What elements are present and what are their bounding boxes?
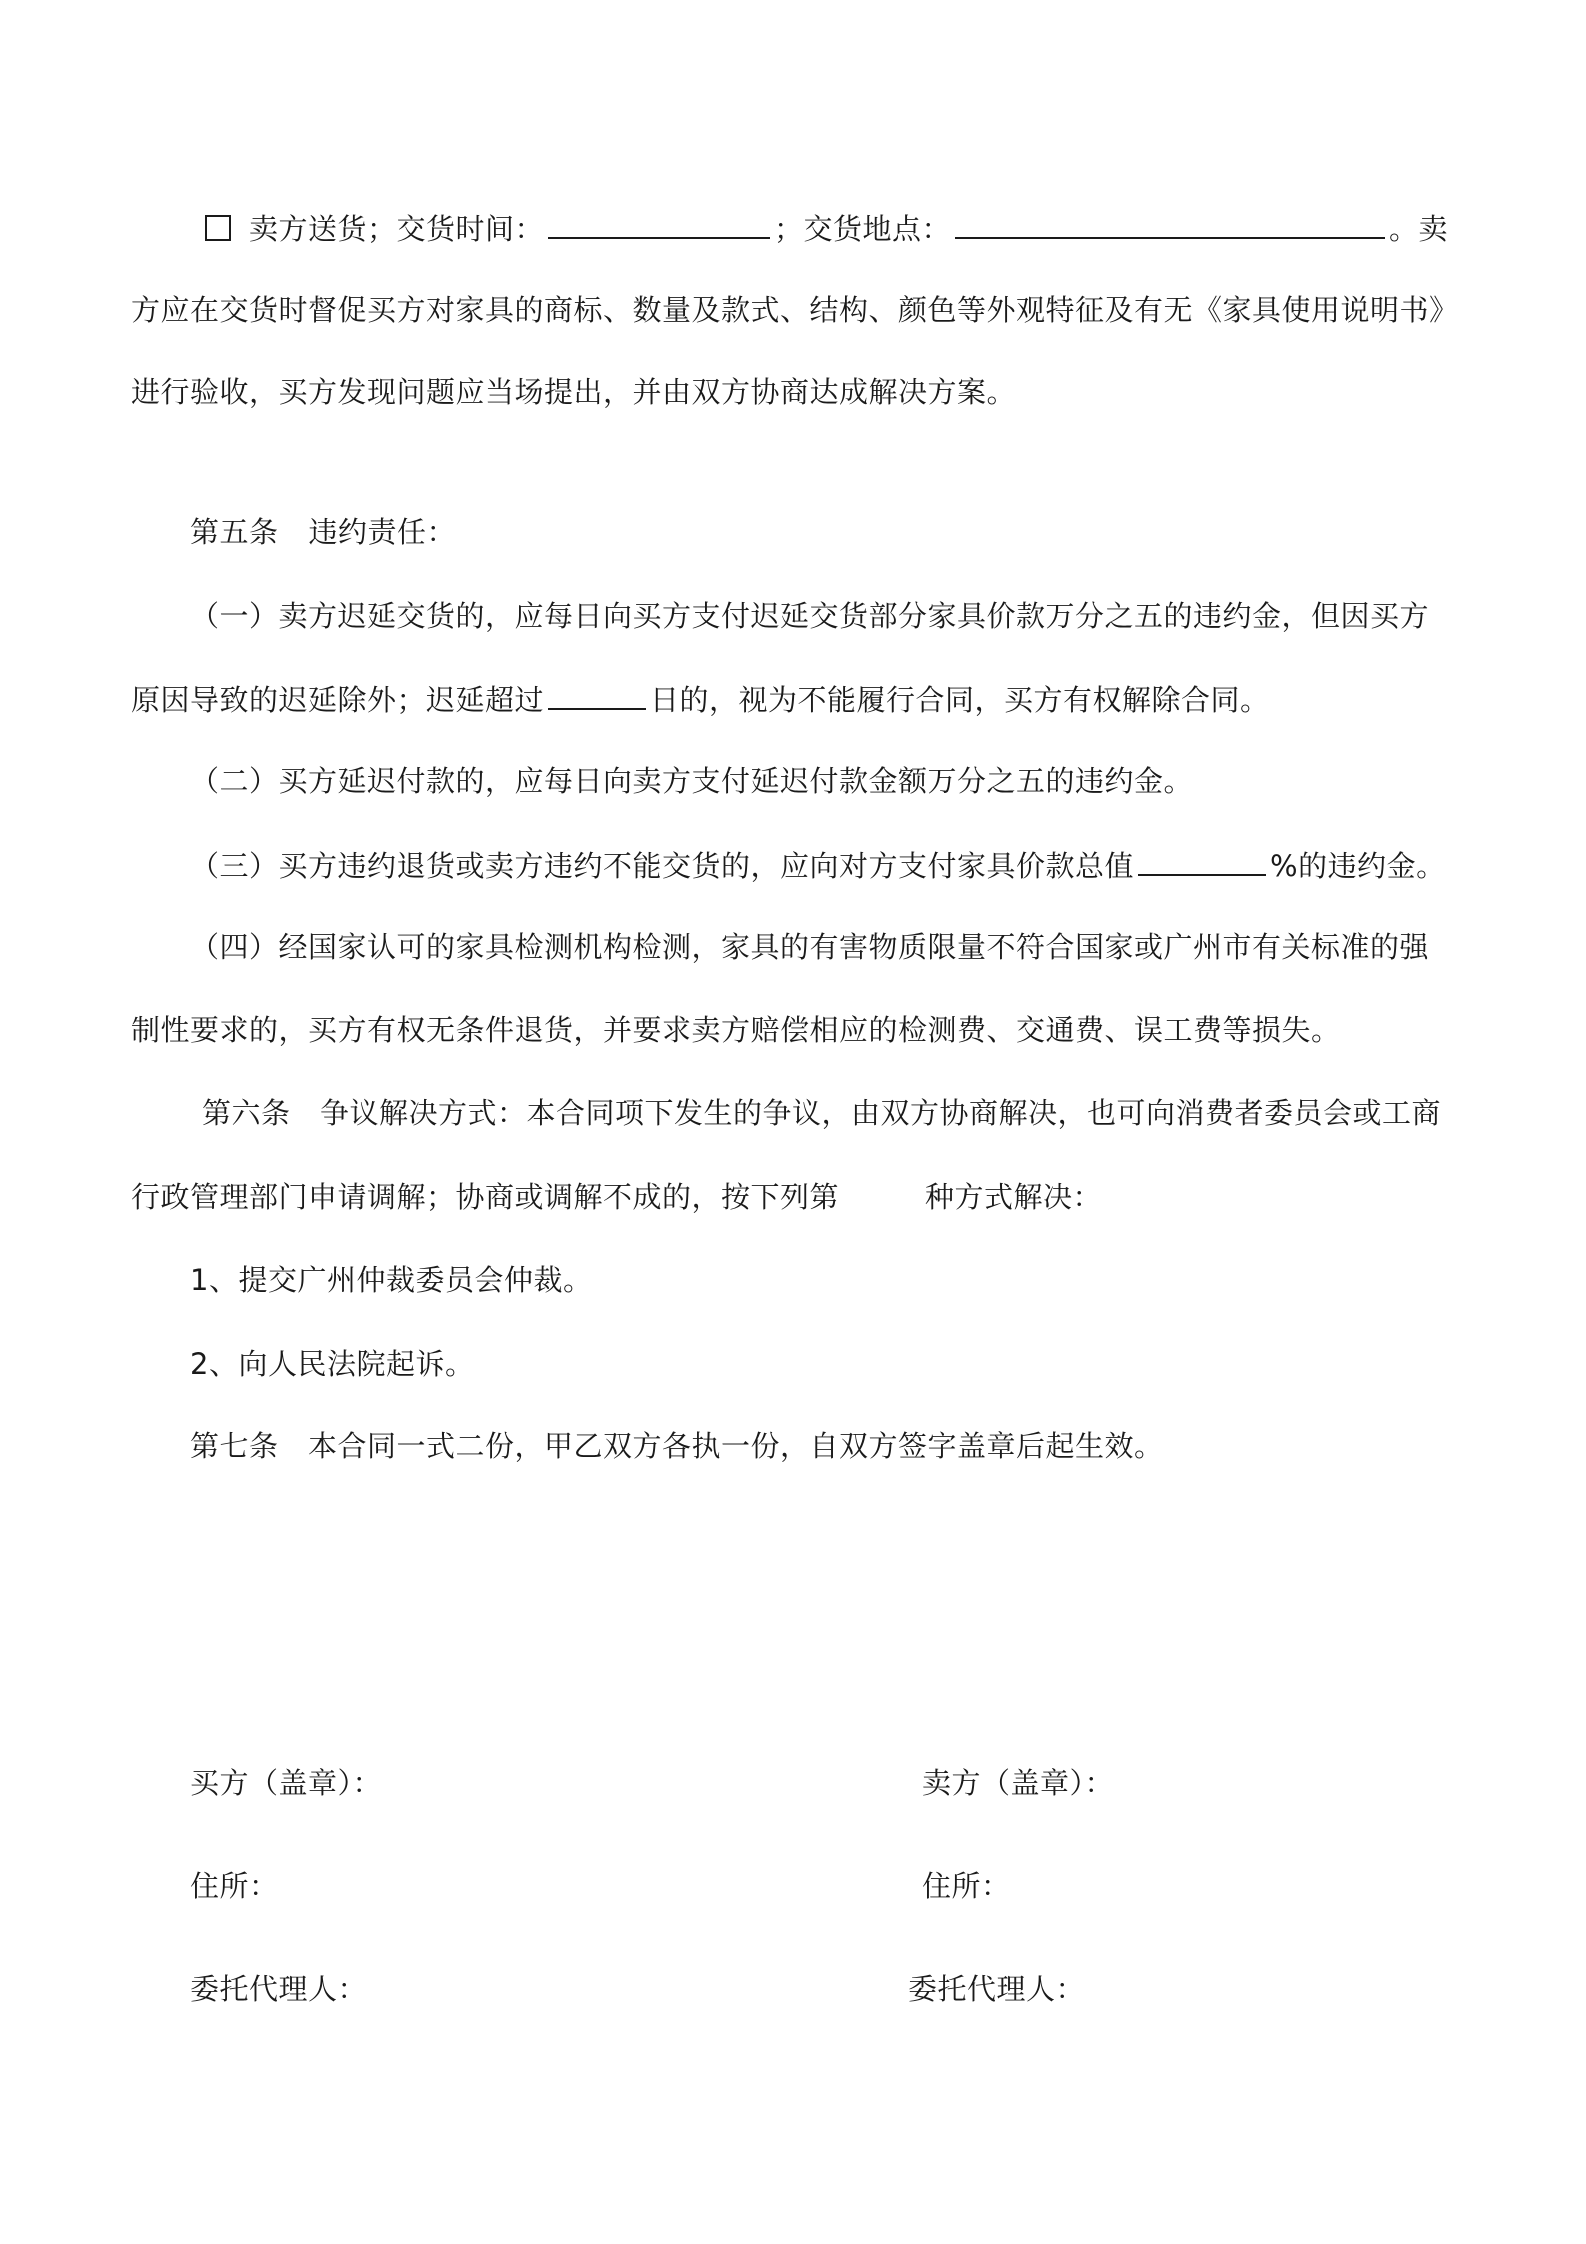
seller-agent-label: 委托代理人： xyxy=(908,1972,1086,2006)
article5-item4-line2: 制性要求的，买方有权无条件退货，并要求卖方赔偿相应的检测费、交通费、误工费等损失。 xyxy=(131,1013,1341,1047)
seller-seal-label: 卖方（盖章）： xyxy=(922,1766,1115,1800)
delivery-line-2: 方应在交货时督促买方对家具的商标、数量及款式、结构、颜色等外观特征及有无《家具使用说明书》 xyxy=(131,293,1459,327)
delivery-time-blank[interactable] xyxy=(548,207,770,239)
article5-item1-line1: （一）卖方迟延交货的，应每日向买方支付迟延交货部分家具价款万分之五的违约金，但因买方 xyxy=(190,599,1430,633)
article5-item4-line1: （四）经国家认可的家具检测机构检测，家具的有害物质限量不符合国家或广州市有关标准的强 xyxy=(190,930,1430,964)
seller-delivery-checkbox[interactable] xyxy=(205,215,231,241)
delay-days-blank[interactable] xyxy=(548,678,646,710)
article7: 第七条 本合同一式二份，甲乙双方各执一份，自双方签字盖章后起生效。 xyxy=(190,1429,1164,1463)
delivery-location-label: ；交货地点： xyxy=(774,212,952,246)
article5-item1-line2-b: 日的，视为不能履行合同，买方有权解除合同。 xyxy=(650,683,1270,717)
article5-number: 第五条 xyxy=(190,515,279,549)
article6-line2-a: 行政管理部门申请调解；协商或调解不成的，按下列第 xyxy=(131,1180,840,1214)
penalty-percent-blank[interactable] xyxy=(1138,844,1266,876)
article6-line2 xyxy=(131,1177,1102,1217)
seller-address-label: 住所： xyxy=(922,1869,1011,1903)
article5-item2: （二）买方延迟付款的，应每日向卖方支付延迟付款金额万分之五的违约金。 xyxy=(190,764,1194,798)
article6-line1: 第六条 争议解决方式：本合同项下发生的争议，由双方协商解决，也可向消费者委员会或工商 xyxy=(202,1096,1442,1130)
delivery-line-3: 进行验收，买方发现问题应当场提出，并由双方协商达成解决方案。 xyxy=(131,375,1017,409)
article5-title: 违约责任： xyxy=(308,515,457,549)
article5-heading xyxy=(190,512,456,552)
delivery-location-blank[interactable] xyxy=(955,207,1385,239)
article5-item1-line2 xyxy=(131,678,1270,720)
delivery-time-label: 卖方送货；交货时间： xyxy=(249,212,545,246)
dispute-option-2: 2、向人民法院起诉。 xyxy=(190,1347,475,1381)
buyer-seal-label: 买方（盖章）： xyxy=(190,1766,383,1800)
article6-line2-b: 种方式解决： xyxy=(925,1180,1103,1214)
article5-item3-b: %的违约金。 xyxy=(1270,849,1446,883)
article5-item3 xyxy=(190,844,1446,886)
article5-item3-a: （三）买方违约退货或卖方违约不能交货的，应向对方支付家具价款总值 xyxy=(190,849,1135,883)
buyer-address-label: 住所： xyxy=(190,1869,279,1903)
delivery-line1-tail: 。卖 xyxy=(1389,212,1449,246)
article5-item1-line2-a: 原因导致的迟延除外；迟延超过 xyxy=(131,683,545,717)
dispute-option-1: 1、提交广州仲裁委员会仲裁。 xyxy=(190,1263,593,1297)
buyer-agent-label: 委托代理人： xyxy=(190,1972,368,2006)
delivery-line-1 xyxy=(205,207,1448,249)
